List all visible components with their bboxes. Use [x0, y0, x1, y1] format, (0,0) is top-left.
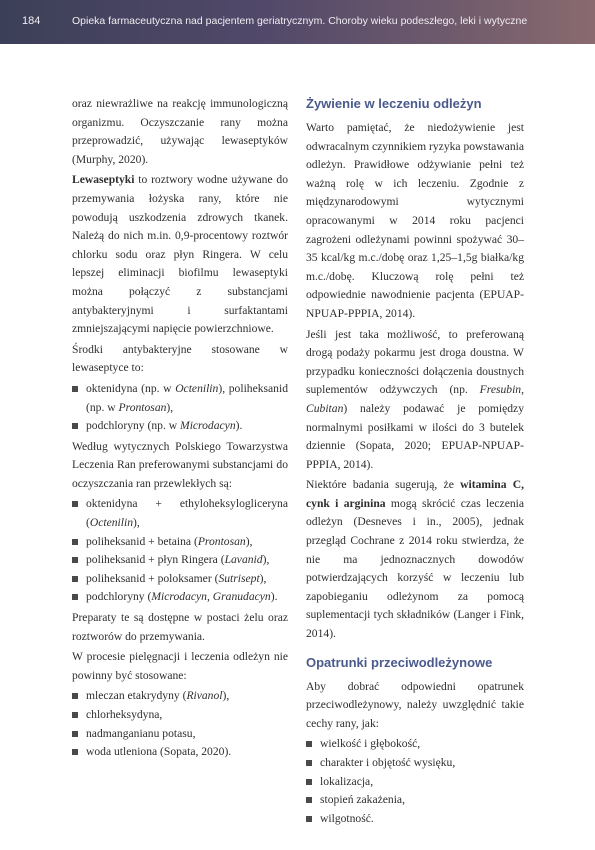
bullet-icon	[72, 501, 78, 507]
bullet-icon	[72, 386, 78, 392]
bullet-list	[72, 380, 288, 436]
list-text: wilgotność.	[320, 811, 374, 825]
bullet-icon	[306, 741, 312, 747]
list-item	[72, 495, 288, 532]
list-italic: Lavanid	[224, 553, 263, 567]
list-item	[306, 773, 524, 792]
paragraph	[306, 476, 524, 643]
bullet-list	[72, 495, 288, 607]
list-item	[72, 706, 288, 725]
section-heading: Opatrunki przeciwodleżynowe	[306, 654, 493, 670]
paragraph: Środki antybakteryjne stosowane w lewaseptyce to:	[72, 342, 288, 375]
list-item	[306, 810, 524, 829]
list-italic: Prontosan	[118, 400, 167, 414]
page-number: 184	[22, 15, 41, 27]
bullet-icon	[72, 557, 78, 563]
list-text: ),	[133, 516, 140, 530]
list-item	[72, 380, 288, 417]
paragraph-text: Niektóre badania sugerują, że	[306, 478, 461, 492]
list-text: ),	[262, 553, 270, 567]
list-italic: Prontosan	[197, 534, 246, 548]
running-title: Opieka farmaceutyczna nad pacjentem geriatrycznym. Choroby wieku podeszłego, leki i wytyczne	[72, 15, 528, 27]
list-text: ),	[166, 400, 174, 414]
list-text: oktenidyna + ethyloheksylogliceryna (	[86, 497, 288, 530]
list-text: nadmanganianu potasu,	[86, 726, 196, 740]
bullet-icon	[72, 539, 78, 545]
right-column	[306, 95, 524, 830]
list-text: poliheksanid + betaina (	[86, 534, 198, 548]
list-text: poliheksanid + płyn Ringera (	[86, 553, 225, 567]
list-text: charakter i objętość wysięku,	[320, 756, 456, 769]
paragraph-text: mogą skrócić czas leczenia odleżyn (Desneves i in., 2005), jednak przegląd Cochrane z 2014 roku stwierdza, że nie ma jednoznacznych dowodów potwierdzających korzyść w leczeniu lub zapobieganiu odleżynom za pomocą suplementacji tych składników (Langer i Fink, 2014).	[306, 496, 525, 641]
list-text: ),	[222, 689, 230, 703]
bullet-icon	[72, 423, 78, 429]
list-text: oktenidyna (np. w	[86, 381, 176, 395]
list-text: podchloryny (np. w	[86, 419, 181, 433]
bullet-list	[72, 687, 288, 761]
list-italic: Sutrisept	[218, 571, 260, 585]
list-text: wielkość i głębokość,	[320, 737, 421, 751]
paragraph	[306, 326, 524, 475]
paragraph-text: ) należy podawać je pomiędzy normalnymi posiłkami w ilości do 3 butelek dziennie (Sopata, 2020; EPUAP-NPUAP-PPPIA, 2014).	[306, 401, 524, 471]
bullet-icon	[306, 797, 312, 803]
bullet-icon	[72, 731, 78, 737]
bullet-icon	[306, 779, 312, 785]
page-header	[0, 0, 595, 44]
list-italic: Octenilin	[89, 516, 134, 530]
list-text: ),	[259, 571, 267, 585]
list-text: ), poliheksanid (np. w	[86, 381, 288, 414]
paragraph: Według wytycznych Polskiego Towarzystwa Leczenia Ran preferowanymi substancjami do oczyszczania ran przewlekłych są:	[72, 439, 288, 490]
bullet-icon	[306, 760, 312, 766]
list-text: ),	[245, 534, 253, 548]
list-italic: Rivanol	[186, 689, 223, 703]
bullet-icon	[306, 816, 312, 822]
paragraph	[72, 171, 288, 338]
list-text: lokalizacja,	[320, 774, 374, 788]
section-heading: Żywienie w leczeniu odleżyn	[306, 96, 482, 111]
bold-term: Lewaseptyki	[72, 173, 135, 187]
bullet-icon	[72, 594, 78, 600]
list-text: mleczan etakrydyny (	[86, 689, 187, 703]
list-text: stopień zakażenia,	[320, 793, 405, 807]
paragraph: oraz niewrażliwe na reakcję immunologiczną organizmu. Oczyszczanie rany można przeprowadzić, używając lewaseptyków (Murphy, 2020).	[72, 97, 288, 166]
bullet-list	[306, 735, 524, 828]
list-text: podchloryny (	[86, 590, 152, 604]
list-text: ).	[235, 419, 243, 433]
list-item	[306, 791, 524, 810]
list-italic: Microdacyn, Granudacyn	[151, 590, 271, 604]
bullet-icon	[72, 712, 78, 718]
bullet-icon	[72, 693, 78, 699]
bullet-icon	[72, 576, 78, 582]
list-item	[72, 725, 288, 744]
list-item	[72, 743, 288, 762]
list-italic: Microdacyn	[180, 419, 236, 433]
paragraph: Preparaty te są dostępne w postaci żelu oraz roztworów do przemywania.	[72, 611, 288, 643]
list-text: woda utleniona (Sopata, 2020).	[86, 745, 232, 759]
list-item	[72, 687, 288, 706]
paragraph-text: Jeśli jest taka możliwość, to preferowaną drogą podaży pokarmu jest droga doustna. W przypadku konieczności dołączenia doustnych suplementów odżywczych (np.	[306, 327, 524, 397]
left-column	[72, 95, 288, 764]
bold-term: witamina C, cynk i arginina	[306, 478, 525, 510]
list-item	[72, 551, 288, 570]
list-text: chlorheksydyna,	[86, 708, 163, 721]
paragraph: W procesie pielęgnacji i leczenia odleżyn nie powinny być stosowane:	[72, 650, 288, 682]
list-italic: Octenilin	[175, 381, 219, 395]
italic-term: Fresubin, Cubitan	[306, 383, 524, 415]
paragraph: Warto pamiętać, że niedożywienie jest odwracalnym czynnikiem ryzyka powstawania odleżyn. Prawidłowe odżywianie pełni też ważną rolę w ich leczeniu. Zgodnie z międzynarodowymi wytycznymi opracowanymi w 2014 roku pacjenci zagrożeni odleżynami powinni spożywać 30–35 kcal/kg m.c./dobę oraz 1,25–1,5g białka/kg m.c./dobę. Kluczową rolę pełni też odpowiednie nawodnienie pacjenta (EPUAP-NPUAP-PPPIA, 2014).	[306, 121, 524, 320]
list-item	[72, 570, 288, 589]
bullet-icon	[72, 749, 78, 755]
paragraph-text: to roztwory wodne używane do przemywania łożyska rany, które nie powodują uszkodzenia zdrowych tkanek. Należą do nich m.in. 0,9-procentowy roztwór chlorku sodu oraz płyn Ringera. W celu lepszej eliminacji biofilmu lewaseptyki można połączyć z substancjami antybakteryjnymi i surfaktantami zmniejszającymi napięcie powierzchniowe.	[72, 173, 288, 336]
list-text: ).	[270, 590, 278, 604]
list-item	[306, 754, 524, 773]
list-item	[72, 588, 288, 607]
list-item	[72, 533, 288, 552]
list-item	[306, 735, 524, 754]
list-item	[72, 417, 288, 436]
list-text: poliheksanid + poloksamer (	[86, 571, 219, 585]
paragraph: Aby dobrać odpowiedni opatrunek przeciwodleżynowy, należy uwzględnić takie cechy rany, jak:	[306, 679, 524, 730]
